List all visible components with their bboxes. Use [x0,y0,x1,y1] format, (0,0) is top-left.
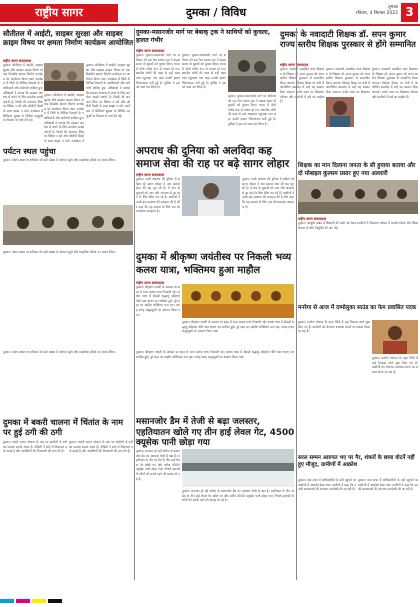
photo-teacher-portrait [326,97,354,127]
column-divider [134,28,135,580]
photo-school-protest [298,180,418,214]
article-it-cyber-body: दुमका। सौतीतल में आईटी, साइबर सुरक्षा और साइबर क्राइम विषय पर एक दिवसीय क्षमता निर्माण कार्यक्रम का आयोजन किया गया। कार्यक्रम में जिले के विभिन्न विभागों के पदाधिकारी और कर्मचारी शामिल हुए। प्रशिक्षकों ने बताया कि साइबर अपराध से बचने के लिए सतर्कता सबसे जरूरी है। किसी भी अनजान लिंक पर क्लिक न करें और ओटीपी किसी के साथ साझा न करें। कार्यक्रम में डिजिटल सुरक्षा के विभिन्न पहलुओं पर विस्तार से चर्चा की गई। [3,63,43,123]
photo-kalash-yatra [182,284,294,318]
article-mnrega-body: दुमका। मनरेगा योजना के तहत जिले में कई विकास कार्य शुरू किए गए हैं। ग्रामीणों को रोजगार उपलब्ध कराने का प्रयास किया जा रहा है। [298,320,370,334]
masthead-rule [0,24,420,26]
headline-it-cyber: सौतीतल में आईटी, साइबर सुरक्षा और साइबर क्राइम विषय पर क्षमता निर्माण कार्यक्रम आयोजित [3,29,134,47]
article-truck-body-3: दुमका। दुमका-मसानजोर मार्ग पर शनिवार को एक तेज रफ्तार ट्रक ने बाइक सवार दो युवकों को कुचल दिया। घटना में दोनों गंभीर रूप से घायल हो गए। स्थानीय लोगों की मदद से उन्हें अस्पताल पहुंचाया गया जहां उनकी हालत चिंताजनक बनी हुई है। पुलिस ने ट्रक को जब्त कर लिया है। [228,94,276,126]
article-goat-body-2: दुमका। बकरी पालन योजना के नाम पर ग्रामीणों से ठगी का मामला सामने आया है। पीड़ितों ने थाने में शिकायत दर्ज कराई है और आरोपियों की गिरफ्तारी की मांग की है। [69,440,133,454]
headline-mnrega: मनरेगा से आज में दम्मोलुका साउंड का फेम प्रवासित पदक [298,305,417,311]
headline-kalash-yatra: दुमका में श्रीकृष्ण जयंतीस्व पर निकली भव्य कलश यात्रा, भक्तिमय हुआ माहौल [136,252,292,276]
photo-teacher-graphic [326,97,354,127]
headline-teacher-award: दुमका के नवादाटी शिक्षक डॉ. सपन कुमार राज्य स्तरीय शिक्षक पुरस्कार से होंगे सम्मानित [280,29,416,49]
photo-sagar-graphic [182,176,240,216]
article-dam-body-2: दुमका। लगातार हो रही बारिश से मसानजोर डैम का जलस्तर तेजी से बढ़ा है। एहतियात के तौर पर डैम के तीन हाई लेवल गेट खोले गए और करीब 4500 क्यूसेक पानी छोड़ा गया। निचले इलाकों के लोगों को सतर्क रहने की सलाह दी गई है। [182,489,294,503]
headline-gram-sabha: सरल सम्मन आरुपत भए पर गैर, शंकरों के छाया वोटर्ने नहीं हुए मौजूद, ग्रामीणों में आक्रोश [298,455,415,468]
article-school-body: दुमका। जरमुंडी प्रखंड में शिक्षकों की कमी को लेकर ग्रामीणों ने विद्यालय परिसर में प्रदर्शन किया और शिक्षा विभाग से शीघ्र नियुक्ति की मांग की। [298,221,418,230]
article-teacher-body: दुमका। नवादाटी उत्क्रमित मध्य विद्यालय के शिक्षक डॉ. सपन कुमार को राज्य स्तरीय शिक्षक पुरस्कार से सम्मानित किया जाएगा। शिक्षक दिवस पर रांची में आयोजित समारोह में उन्हें यह सम्मान दिया जाएगा। उनके चयन पर विद्यालय परिवार और ग्रामीणों में हर्ष का माहौल है। [280,67,324,104]
photo-training-program [44,63,84,91]
byline: राष्ट्रीय सागर संवाददाता [298,217,327,221]
page-number: 3 [401,3,418,22]
article-teacher-body-2: दुमका। नवादाटी उत्क्रमित मध्य विद्यालय के शिक्षक डॉ. सपन कुमार को राज्य स्तरीय शिक्षक पुरस्कार से सम्मानित किया जाएगा। शिक्षक दिवस पर रांची में आयोजित समारोह में उन्हें यह सम्मान दिया जाएगा। उनके चयन पर विद्यालय [326,67,370,94]
article-sagar-body-2: दुमका। कभी अपराध की दुनिया में सक्रिय रहे सागर लोहार ने अब समाज सेवा की राह चुन ली है। वे गांव के युवाओं को नशा और अपराध से दूर रहने के लिए प्रेरित कर रहे हैं। ग्रामीणों ने उनके इस बदलाव की सराहना की है और कहा कि यह समाज के लिए एक प्रेरणादायक उदाहरण है। [242,177,294,209]
article-sagar-body: दुमका। कभी अपराध की दुनिया में सक्रिय रहे सागर लोहार ने अब समाज सेवा की राह चुन ली है। वे गांव के युवाओं को नशा और अपराध से दूर रहने के लिए प्रेरित कर रहे हैं। ग्रामीणों ने उनके इस बदलाव की सराहना की है और कहा कि यह समाज के लिए एक प्रेरणादायक उदाहरण है। [136,177,180,214]
headline-tourist-spot: पर्यटन स्थल पहुंचा [3,147,56,156]
headline-school-protest: शिक्षक का मान दिलाना जनता के सी हुयाया बताया और दो मोबाइल कुल्सम प्रसार हुए नया अल्लारी [298,163,416,177]
article-it-cyber-body-2: दुमका। सौतीतल में आईटी, साइबर सुरक्षा और साइबर क्राइम विषय पर एक दिवसीय क्षमता निर्माण कार्यक्रम का आयोजन किया गया। कार्यक्रम में जिले के विभिन्न विभागों के पदाधिकारी और कर्मचारी शामिल हुए। प्रशिक्षकों ने बताया कि साइबर अपराध से बचने के लिए सतर्कता सबसे जरूरी है। किसी भी अनजान लिंक पर क्लिक न करें और ओटीपी किसी के साथ साझा न करें। कार्यक्रम में [44,93,84,143]
photo-dam-graphic [182,449,294,487]
photo-training-graphic [44,63,84,91]
article-goat-body: दुमका। बकरी पालन योजना के नाम पर ग्रामीणों से ठगी का मामला सामने आया है। पीड़ितों ने थाने में शिकायत दर्ज कराई है और आरोपियों की गिरफ्तारी की मांग की है। [3,440,67,454]
byline: राष्ट्रीय सागर संवाददाता [136,173,165,177]
headline-masanjore-dam: मसानजोर डैम में तेजी से बढ़ा जलस्तर, एहतियातन खोले गए तीन हाई लेवल गेट, 4500 क्यूसेक पानी छोड़ा गया [136,417,295,448]
article-tourist-body: दुमका। पर्यटन स्थल पर शनिवार को बड़ी संख्या में पर्यटक पहुंचे और प्राकृतिक सौंदर्य का आनंद लिया। [3,158,116,162]
date-text: रविवार, 4 सितंबर 2022 [355,11,398,16]
photo-accident-graphic [228,50,276,92]
photo-mnrega [372,320,418,354]
photo-kalash-graphic [182,284,294,318]
article-it-cyber-body-3: दुमका। सौतीतल में आईटी, साइबर सुरक्षा और साइबर क्राइम विषय पर एक दिवसीय क्षमता निर्माण कार्यक्रम का आयोजन किया गया। कार्यक्रम में जिले के विभिन्न विभागों के पदाधिकारी और कर्मचारी शामिल हुए। प्रशिक्षकों ने बताया कि साइबर अपराध से बचने के लिए सतर्कता सबसे जरूरी है। किसी भी अनजान लिंक पर क्लिक न करें और ओटीपी किसी के साथ साझा न करें। कार्यक्रम में डिजिटल सुरक्षा के विभिन्न पहलुओं पर विस्तार से चर्चा की गई। [86,63,130,118]
article-left-col-body: दुमका। पर्यटन स्थल पर शनिवार को बड़ी संख्या में पर्यटक पहुंचे और प्राकृतिक सौंदर्य का आनंद लिया। [3,250,116,254]
column-divider [296,28,297,580]
byline: राष्ट्रीय सागर संवाददाता [136,281,165,285]
date-city: दुमका [388,5,398,10]
byline: राष्ट्रीय सागर संवाददाता [136,49,165,53]
photo-mnrega-graphic [372,320,418,354]
headline-goat-fraud: दुमका में बकरी चालना में चिंतांत के नाम पर हुई ठगी की ठगी [3,417,123,437]
photo-sagar-lohar [182,176,240,216]
photo-accident-site [228,50,276,92]
section-title: दुमका / विविध [186,6,247,19]
date-line [356,5,398,17]
article-gram-sabha-body: दुमका। ग्राम सभा में अधिकारियों के नहीं पहुंचने पर ग्रामीणों में आक्रोश देखा गया। ग्रामीणों ने कहा कि उनकी समस्याओं की लगातार अनदेखी की जा रही है। [298,478,356,492]
article-kalash-body: दुमका। श्रीकृष्ण जयंती के अवसर पर शहर में भव्य कलश यात्रा निकाली गई। कलश यात्रा में सैकड़ों श्रद्धालु महिलाएं पीले वस्त्र धारण कर शामिल हुईं। पूरे शहर का माहौल भक्तिमय बना रहा। जगह-जगह श्रद्धालुओं का स्वागत किया गया। [136,285,180,317]
print-color-bar [0,588,420,594]
photo-tourist-graphic [3,205,133,245]
photo-tourist-group [3,205,133,245]
photo-masanjore-dam [182,449,294,487]
headline-sagar-lohar: अपराध की दुनिया को अलविदा कह समाज सेवा की राह पर बढ़े सागर लोहार [136,145,290,170]
article-teacher-body-3: दुमका। नवादाटी उत्क्रमित मध्य विद्यालय के शिक्षक डॉ. सपन कुमार को राज्य स्तरीय शिक्षक पुरस्कार से सम्मानित किया जाएगा। शिक्षक दिवस पर रांची में आयोजित समारोह में उन्हें यह सम्मान दिया जाएगा। उनके चयन पर विद्यालय परिवार और ग्रामीणों में हर्ष का माहौल है। [372,67,418,99]
photo-protest-graphic [298,180,418,214]
article-mnrega-body-2: दुमका। मनरेगा योजना के तहत जिले में कई विकास कार्य शुरू किए गए हैं। ग्रामीणों को रोजगार उपलब्ध कराने का प्रयास किया जा रहा है। [372,356,418,374]
article-gram-sabha-body-2: दुमका। ग्राम सभा में अधिकारियों के नहीं पहुंचने पर ग्रामीणों में आक्रोश देखा गया। ग्रामीणों ने कहा कि उनकी समस्याओं की लगातार अनदेखी की जा रही है। [358,478,418,492]
article-truck-body: दुमका। दुमका-मसानजोर मार्ग पर शनिवार को एक तेज रफ्तार ट्रक ने बाइक सवार दो युवकों को कुचल दिया। घटना में दोनों गंभीर रूप से घायल हो गए। स्थानीय लोगों की मदद से उन्हें अस्पताल पहुंचाया गया जहां उनकी हालत चिंताजनक बनी हुई है। पुलिस ने ट्रक को जब्त कर लिया है। [136,53,180,90]
byline: राष्ट्रीय सागर संवाददाता [280,63,309,67]
masthead [0,0,420,26]
byline: राष्ट्रीय सागर संवाददाता [3,59,32,63]
article-dam-body: दुमका। लगातार हो रही बारिश से मसानजोर डैम का जलस्तर तेजी से बढ़ा है। एहतियात के तौर पर डैम के तीन हाई लेवल गेट खोले गए और करीब 4500 क्यूसेक पानी छोड़ा गया। निचले इलाकों के लोगों को सतर्क रहने की सलाह दी गई है। [136,449,180,481]
article-center-mid-body: दुमका। श्रीकृष्ण जयंती के अवसर पर शहर में भव्य कलश यात्रा निकाली गई। कलश यात्रा में सैकड़ों श्रद्धालु महिलाएं पीले वस्त्र धारण कर शामिल हुईं। पूरे शहर का माहौल भक्तिमय बना रहा। जगह-जगह श्रद्धालुओं का स्वागत किया गया। [136,350,294,359]
article-truck-body-2: दुमका। दुमका-मसानजोर मार्ग पर शनिवार को एक तेज रफ्तार ट्रक ने बाइक सवार दो युवकों को कुचल दिया। घटना में दोनों गंभीर रूप से घायल हो गए। स्थानीय लोगों की मदद से उन्हें अस्पताल पहुंचाया गया जहां उनकी हालत चिंताजनक बनी हुई है। पुलिस ने ट्रक को जब्त कर लिया है। [182,53,226,90]
brand-banner: राष्ट्रीय सागर [0,4,118,22]
headline-truck-accident: दुमका-मसानजोर मार्ग पर बेबाक् ट्रक ने साथियों को कुचला, हालत गंभीर [136,29,271,44]
article-kalash-body-2: दुमका। श्रीकृष्ण जयंती के अवसर पर शहर में भव्य कलश यात्रा निकाली गई। कलश यात्रा में सैकड़ों श्रद्धालु महिलाएं पीले वस्त्र धारण कर शामिल हुईं। पूरे शहर का माहौल भक्तिमय बना रहा। जगह-जगह श्रद्धालुओं का स्वागत किया गया। [182,320,294,334]
article-left-mid-body: दुमका। पर्यटन स्थल पर शनिवार को बड़ी संख्या में पर्यटक पहुंचे और प्राकृतिक सौंदर्य का आनंद लिया। [3,350,116,354]
